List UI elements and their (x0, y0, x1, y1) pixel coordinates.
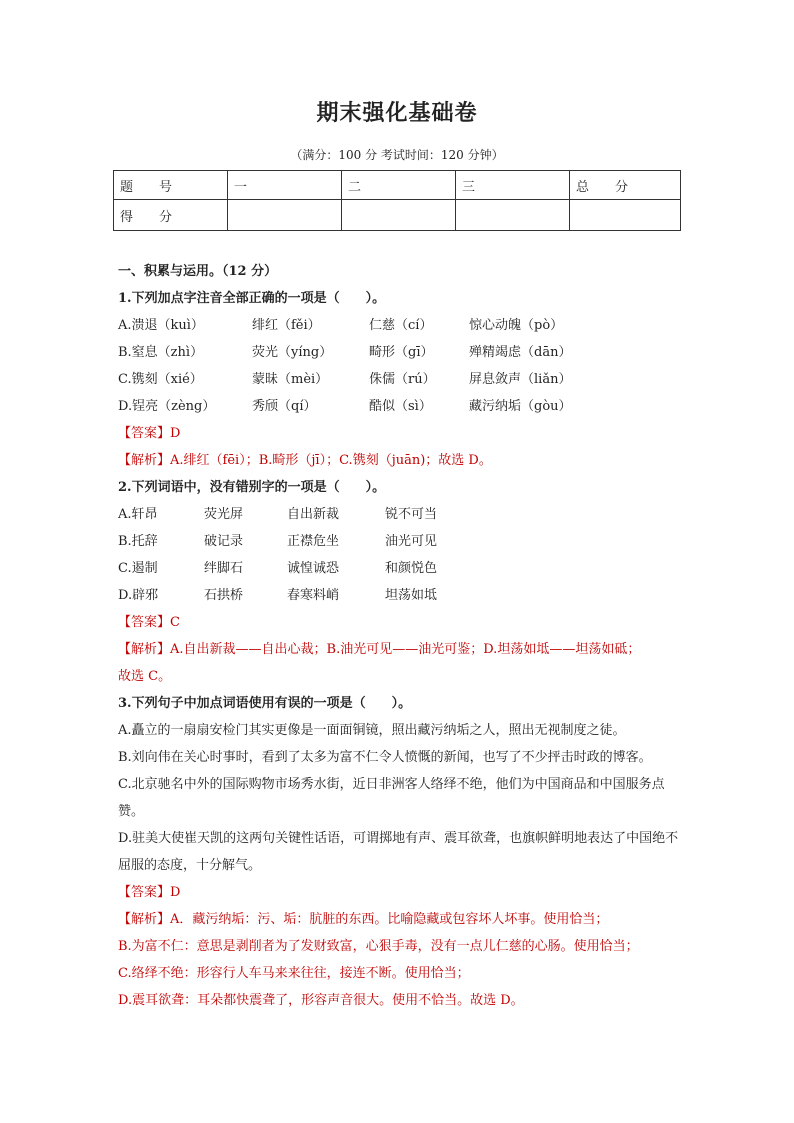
table-cell: 得 分 (114, 200, 228, 231)
answer-label: 【答案】 (118, 615, 171, 630)
table-row (114, 171, 681, 200)
option-cell: 绯红（fěi） (252, 318, 321, 333)
page-title: 期末强化基础卷 (316, 100, 478, 126)
answer-label: 【答案】 (118, 885, 171, 900)
analysis-line: C.络绎不绝：形容行人车马来来往往，接连不断。使用恰当； (118, 966, 470, 981)
option-cell: 锐不可当 (385, 507, 438, 522)
option-row (118, 339, 684, 366)
option-cell: A.溃退（kuì） (118, 318, 204, 333)
option-cell: 酷似（sì） (369, 399, 432, 414)
answer-line (118, 420, 684, 447)
option-cell: 坦荡如坻 (385, 588, 438, 603)
table-cell (342, 200, 456, 231)
answer-line (118, 609, 684, 636)
analysis-line: 故选 C。 (118, 669, 172, 684)
analysis-text: A.绯红（fēi）；B.畸形（jī）；C.镌刻（juān)；故选 D。 (170, 453, 492, 468)
option-row: C.北京驰名中外的国际购物市场秀水街，近日非洲客人络绎不绝，他们为中国商品和中国服务点赞。 (118, 777, 665, 819)
option-row: D.驻美大使崔天凯的这两句关键性话语，可谓掷地有声、震耳欲聋，也旗帜鲜明地表达了中国绝不屈服的态度，十分解气。 (118, 831, 679, 873)
option-cell: 油光可见 (385, 534, 438, 549)
table-cell: 总 分 (570, 171, 681, 200)
score-table (113, 170, 681, 231)
option-cell: 正襟危坐 (287, 534, 340, 549)
analysis-line (118, 447, 684, 474)
option-cell: C.遏制 (118, 561, 158, 576)
option-cell: 惊心动魄（pò） (469, 318, 564, 333)
analysis-text: A．藏污纳垢：污、垢：肮脏的东西。比喻隐藏或包容坏人坏事。使用恰当； (170, 912, 609, 927)
option-row (118, 312, 684, 339)
analysis-label: 【解析】 (118, 642, 171, 657)
table-cell: 题 号 (114, 171, 228, 200)
answer-value: C (170, 615, 180, 630)
option-cell: 畸形（gī） (369, 345, 434, 360)
analysis-text: A.自出新裁——自出心裁；B.油光可见——油光可鉴；D.坦荡如坻——坦荡如砥； (170, 642, 641, 657)
option-cell: 石拱桥 (204, 588, 244, 603)
option-cell: 藏污纳垢（gòu） (469, 399, 572, 414)
table-row (114, 200, 681, 231)
option-cell: 和颜悦色 (385, 561, 438, 576)
option-cell: 诚惶诚恐 (287, 561, 340, 576)
option-row (118, 393, 684, 420)
option-cell: 自出新裁 (287, 507, 340, 522)
question-stem: 1.下列加点字注音全部正确的一项是（ ）。 (118, 291, 386, 306)
answer-value: D (170, 426, 181, 441)
analysis-label: 【解析】 (118, 453, 171, 468)
analysis-line: B.为富不仁：意思是剥削者为了发财致富，心狠手毒，没有一点儿仁慈的心肠。使用恰当； (118, 939, 639, 954)
option-cell: 荧光（yíng） (252, 345, 333, 360)
exam-content (118, 258, 684, 1014)
option-cell: A.轩昂 (118, 507, 158, 522)
option-row (118, 555, 684, 582)
option-cell: B.托辞 (118, 534, 158, 549)
table-cell (570, 200, 681, 231)
table-cell (456, 200, 570, 231)
option-cell: D.辟邪 (118, 588, 159, 603)
option-cell: D.锃亮（zèng） (118, 399, 216, 414)
answer-line (118, 879, 684, 906)
option-row (118, 528, 684, 555)
option-cell: 破记录 (204, 534, 244, 549)
answer-value: D (170, 885, 181, 900)
option-cell: 殚精竭虑（dān） (469, 345, 572, 360)
section-heading: 一、积累与运用。（12 分） (118, 264, 278, 279)
analysis-line (118, 636, 684, 663)
option-row: A.矗立的一扇扇安检门其实更像是一面面铜镜，照出藏污纳垢之人，照出无视制度之徒。 (118, 723, 626, 738)
option-row (118, 366, 684, 393)
analysis-line: D.震耳欲聋：耳朵都快震聋了，形容声音很大。使用不恰当。故选 D。 (118, 993, 524, 1008)
option-row (118, 501, 684, 528)
exam-info: （满分：100 分 考试时间：120 分钟） (290, 148, 504, 162)
option-row: B.刘向伟在关心时事时，看到了太多为富不仁令人愤慨的新闻，也写了不少抨击时政的博客。 (118, 750, 652, 765)
option-row (118, 582, 684, 609)
option-cell: 蒙昧（mèi） (252, 372, 329, 387)
analysis-line (118, 906, 684, 933)
option-cell: 侏儒（rú） (369, 372, 436, 387)
option-cell: 仁慈（cí） (369, 318, 433, 333)
question-stem: 2.下列词语中，没有错别字的一项是（ ）。 (118, 480, 386, 495)
question-stem: 3.下列句子中加点词语使用有误的一项是（ ）。 (118, 696, 412, 711)
option-cell: 春寒料峭 (287, 588, 340, 603)
option-cell: 绊脚石 (204, 561, 244, 576)
table-cell: 一 (228, 171, 342, 200)
table-cell: 三 (456, 171, 570, 200)
option-cell: B.窒息（zhì） (118, 345, 204, 360)
option-cell: 屏息敛声（liǎn） (469, 372, 572, 387)
option-cell: 荧光屏 (204, 507, 244, 522)
answer-label: 【答案】 (118, 426, 171, 441)
option-cell: 秀颀（qí） (252, 399, 317, 414)
analysis-label: 【解析】 (118, 912, 171, 927)
table-cell: 二 (342, 171, 456, 200)
table-cell (228, 200, 342, 231)
option-cell: C.镌刻（xié） (118, 372, 203, 387)
